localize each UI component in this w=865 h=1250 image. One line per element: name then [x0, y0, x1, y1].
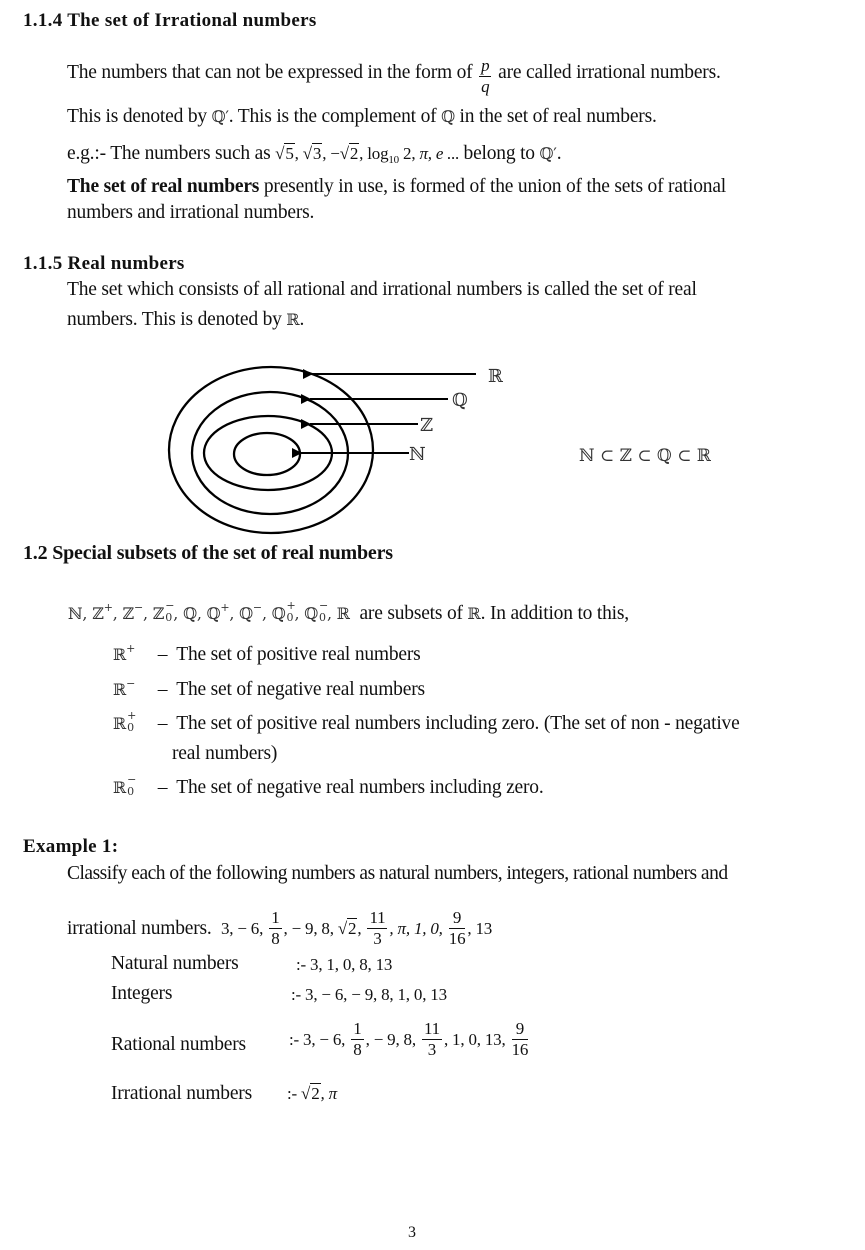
log-base: 10	[388, 154, 399, 166]
log: log	[367, 144, 389, 163]
natural-numbers-values: :- 3, 1, 0, 8, 13	[296, 955, 393, 974]
log-arg: 2,	[403, 144, 416, 163]
integers-label: Integers	[111, 983, 173, 1004]
set-R: ℝ	[336, 604, 350, 623]
set-Q-minus: ℚ−,	[239, 601, 267, 623]
irrational-numbers-label: Irrational numbers	[111, 1083, 252, 1104]
rational-numbers-values: :- 3, − 6, $\frac{1}{8}$ , − 9, 8, $\frac{11}{3}$ , 1, 0, 13, $\frac{9}{16}$	[289, 1019, 529, 1059]
description: The set of positive real numbers	[176, 644, 421, 665]
text: . This is the complement of	[228, 106, 437, 127]
set-Z-minus: ℤ−,	[122, 601, 148, 623]
denominator: q	[481, 76, 490, 96]
sqrt-3: √3	[302, 144, 322, 163]
subset-item-r-plus	[113, 642, 421, 665]
subsets-line	[68, 599, 629, 624]
text: . In addition to this,	[480, 603, 629, 624]
dash: –	[157, 777, 168, 798]
text: are subsets of	[359, 603, 463, 624]
page-number: 3	[408, 1224, 416, 1241]
symbol: ℝ+	[113, 642, 136, 664]
rational-numbers-label: Rational numbers	[111, 1034, 246, 1055]
label-rational: ℚ	[452, 390, 468, 411]
text: numbers. This is denoted by	[67, 309, 282, 330]
description: The set of negative real numbers including zero.	[176, 777, 544, 798]
real-def-line1: The set which consists of all rational and irrational numbers is called the set of real	[67, 279, 697, 300]
sqrt-5: √5	[275, 144, 294, 163]
description: The set of positive real numbers including zero. (The set of non - negative	[176, 713, 740, 734]
integers-values: :- 3, − 6, − 9, 8, 1, 0, 13	[291, 985, 447, 1004]
numerator: p	[481, 56, 490, 75]
r-symbol: ℝ	[286, 310, 300, 329]
dash: –	[157, 679, 168, 700]
subset-item-r-minus	[113, 677, 425, 700]
real-numbers-statement-cont: numbers and irrational numbers.	[67, 202, 315, 223]
sqrt-2: √2	[301, 1084, 320, 1103]
fraction-11-3: $\frac{11}{3}$	[369, 908, 386, 948]
example-prompt: Classify each of the following numbers as natural numbers, integers, rational numbers and	[67, 863, 728, 884]
sqrt-2: √2	[337, 918, 357, 938]
example-heading: Example 1:	[23, 836, 119, 857]
set-Z-plus: ℤ+,	[92, 601, 118, 623]
heading-1-1-4: 1.1.4 The set of Irrational numbers	[23, 10, 317, 31]
nested-sets-diagram	[0, 0, 865, 560]
set-Z0-minus: ℤ − 0 ,	[152, 599, 179, 624]
text: presently in use, is formed of the union of the sets of rational	[259, 176, 727, 197]
math-list: √5, √3, −√2, $\log_{10} 2$, π, e ...	[275, 144, 460, 166]
q-prime-symbol: ℚ′	[211, 107, 229, 126]
q-prime-symbol: ℚ′	[539, 144, 557, 163]
text: belong to	[463, 143, 535, 164]
text: in the set of real numbers.	[454, 106, 657, 127]
set-N: ℕ,	[68, 604, 88, 623]
radicand: 5	[285, 144, 294, 163]
text: are called irrational numbers.	[498, 61, 721, 83]
bold-term: The set of real numbers	[67, 176, 260, 197]
text: The numbers that can not be expressed in the form of	[67, 61, 473, 83]
symbol: ℝ + 0	[113, 709, 137, 734]
text: e.g.:- The numbers such as	[67, 143, 271, 164]
numbers: 3, − 6, $\frac{1}{8}$ , − 9, 8, √2, $\frac{11}{3}$ , π, 1, 0, $\frac{9}{16}$ , 13	[220, 908, 493, 948]
minus-sign: −	[330, 144, 340, 163]
text: .	[299, 309, 305, 330]
set-list	[68, 599, 355, 624]
subset-item-r0-minus	[113, 773, 544, 798]
fraction-1-8: $\frac{1}{8}$	[271, 908, 280, 948]
natural-numbers-label: Natural numbers	[111, 953, 239, 974]
label-natural: ℕ	[409, 444, 426, 465]
set-Q0-plus: ℚ + 0 ,	[271, 599, 300, 624]
text: .	[556, 143, 562, 164]
label-real: ℝ	[488, 366, 503, 387]
q-symbol: ℚ	[441, 107, 455, 126]
e: e ...	[435, 144, 460, 163]
heading-1-1-5: 1.1.5 Real numbers	[23, 253, 185, 274]
radicand: 2	[349, 144, 359, 163]
label-integer: ℤ	[420, 415, 434, 436]
pi: π,	[419, 144, 432, 163]
fraction-11-3: $\frac{11}{3}$	[423, 1019, 440, 1059]
subset-item-r0-plus-cont: real numbers)	[172, 743, 278, 764]
fraction-9-16: $\frac{9}{16}$	[511, 1019, 529, 1059]
dash: –	[157, 644, 168, 665]
subset-chain: ℕ ⊂ ℤ ⊂ ℚ ⊂ ℝ	[579, 446, 712, 466]
set-Q: ℚ,	[183, 604, 202, 623]
sqrt-2: √2	[339, 144, 359, 163]
dash: –	[157, 713, 168, 734]
symbol: ℝ − 0	[113, 773, 137, 798]
text: irrational numbers.	[67, 917, 212, 939]
symbol: ℝ−	[113, 677, 136, 699]
example-number-list	[67, 909, 492, 948]
radicand: 3	[312, 144, 322, 163]
set-Q-plus: ℚ+,	[206, 601, 235, 623]
irrational-numbers-values: :- √2, π	[287, 1084, 337, 1103]
fraction-9-16: $\frac{9}{16}$	[448, 908, 466, 948]
description: The set of negative real numbers	[176, 679, 425, 700]
heading-1-2: 1.2 Special subsets of the set of real numbers	[23, 542, 393, 564]
subset-item-r0-plus	[113, 709, 740, 734]
fraction-1-8: $\frac{1}{8}$	[353, 1019, 362, 1059]
set-Q0-minus: ℚ − 0 ,	[304, 599, 332, 624]
text: This is denoted by	[67, 106, 207, 127]
r-symbol: ℝ	[467, 604, 481, 623]
ellipse-natural	[234, 433, 300, 475]
